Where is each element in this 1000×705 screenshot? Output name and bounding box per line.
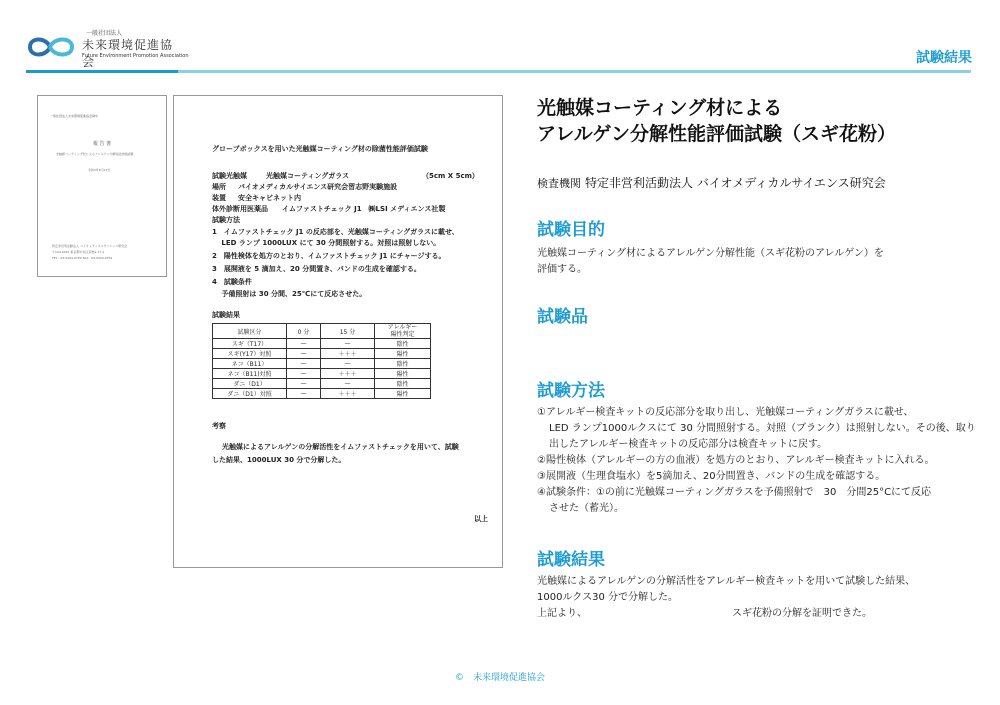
doc-heading: グローブボックスを用いた光触媒コーティング材の除菌性能評価試験 <box>212 145 428 153</box>
sample-heading: 試験品 <box>537 307 588 327</box>
header-divider-accent <box>26 70 178 73</box>
results-table <box>212 323 431 399</box>
logo-name: 未来環境促進協会 <box>82 38 174 69</box>
text-line: 評価する。 <box>537 264 587 275</box>
table-cell: ＋＋＋ <box>321 369 375 379</box>
text-line: ①アレルギー検査キットの反応部分を取り出し、光触媒コーティングガラスに載せ、 <box>537 407 914 418</box>
table-cell: スギ(Y17）対照 <box>213 349 287 359</box>
table-cell: — <box>287 389 321 399</box>
title-line: アレルゲン分解性能評価試験（スギ花粉） <box>537 123 897 145</box>
method-text <box>537 405 976 517</box>
table-cell: 陰性 <box>375 379 431 389</box>
table-cell: — <box>287 379 321 389</box>
doc-step: 3 展開液を 5 滴加え、20 分間置き、バンドの生成を確認する。 <box>212 265 421 273</box>
table-header-cell: 0 分 <box>287 324 321 339</box>
table-row <box>213 339 431 349</box>
doc-row-value: バイオメディカルサイエンス研究会習志野実験施設 <box>238 183 398 191</box>
table-header-cell: アレルギー 陽性判定 <box>375 324 431 339</box>
doc-end-mark: 以上 <box>474 515 488 523</box>
table-header-cell: 試験区分 <box>213 324 287 339</box>
logo-english-name: Future Environment Promotion Association <box>82 53 189 59</box>
table-cell: — <box>287 339 321 349</box>
table-cell: — <box>287 359 321 369</box>
table-cell: 陽性 <box>375 349 431 359</box>
doc-step: 予備照射は 30 分間、25℃にて反応させた。 <box>212 290 367 298</box>
text-line: 光触媒コーティング材によるアレルゲン分解性能（スギ花粉のアレルゲン）を <box>537 248 884 259</box>
text-line: LED ランプ1000ルクスにて 30 分間照射する。対照（ブランク）は照射しない。その後、取り <box>549 423 976 434</box>
doc-row-label: 装置 <box>212 194 226 202</box>
table-cell: ＋＋＋ <box>321 349 375 359</box>
logo-mark-icon <box>26 34 76 60</box>
table-header-row <box>213 324 431 339</box>
doc-method-label: 試験方法 <box>212 216 240 224</box>
page-title <box>537 95 896 147</box>
doc-row-value: イムファストチェック J1 ㈱LSI メディエンス社製 <box>282 205 446 213</box>
text-line: 出したアレルギー検査キットの反応部分は検査キットに戻す。 <box>549 439 828 450</box>
doc-step: LED ランプ 1000LUX にて 30 分間照射する。対照は照射しない。 <box>212 239 441 247</box>
text-line: 光触媒によるアレルゲンの分解活性をアレルギー検査キットを用いて試験した結果、 <box>537 576 916 587</box>
doc-discussion-line: した結果、1000LUX 30 分で分解した。 <box>212 456 346 464</box>
table-cell: — <box>287 369 321 379</box>
doc-step: 4 試験条件 <box>212 278 252 286</box>
testing-organization <box>537 174 886 191</box>
text-line: ②陽性検体（アレルギーの方の血液）を処方のとおり、アレルギー検査キットに入れる。 <box>537 455 935 466</box>
text-line: させた（蓄光）。 <box>549 503 624 514</box>
organization-label: 検査機関 <box>537 177 581 190</box>
text-line: ③展開液（生理食塩水）を5滴加え、20分間置き、バンドの生成を確認する。 <box>537 471 886 482</box>
table-cell: スギ（T17） <box>213 339 287 349</box>
doc-discussion-line: 光触媒によるアレルゲンの分解活性をイムファストチェックを用いて、試験 <box>222 443 459 451</box>
doc-step: 2 陽性検体を処方のとおり、イムファストチェック J1 にチャージする。 <box>212 252 446 260</box>
report-cover-thumbnail <box>37 95 167 277</box>
doc-row-extra: （5cm X 5cm） <box>422 172 479 180</box>
table-cell: ＋＋＋ <box>321 389 375 399</box>
doc-row-label: 試験光触媒 <box>212 172 247 180</box>
table-row <box>213 359 431 369</box>
logo <box>26 26 189 69</box>
footer-copyright: © 未来環境促進協会 <box>454 673 545 683</box>
section-label: 試験結果 <box>916 50 972 66</box>
result-heading: 試験結果 <box>537 550 605 570</box>
doc-row-value: 光触媒コーティングガラス <box>266 172 350 180</box>
thumb-org-line: 一般社団法人未来環境促進協会御中 <box>50 114 99 118</box>
text-line: ④試験条件：①の前に光触媒コーティングガラスを予備照射で 30 分間25°Cにて反応 <box>537 487 932 498</box>
doc-results-label: 試験結果 <box>212 311 240 319</box>
doc-discussion-label: 考察 <box>212 422 226 430</box>
table-cell: ダニ（D1） <box>213 379 287 389</box>
text-line: 上記より、 スギ花粉の分解を証明できた。 <box>537 608 872 619</box>
result-text <box>537 574 915 622</box>
table-row <box>213 389 431 399</box>
table-cell: 陽性 <box>375 369 431 379</box>
table-cell: 陰性 <box>375 339 431 349</box>
table-cell: — <box>321 379 375 389</box>
doc-row-label: 体外診断用医薬品 <box>212 205 268 213</box>
thumb-address: 〒104-0031 東京都中央区京橋1-17-1 <box>52 250 105 254</box>
table-cell: ネコ（B11） <box>213 359 287 369</box>
table-cell: 陰性 <box>375 359 431 369</box>
table-cell: 陽性 <box>375 389 431 399</box>
table-cell: — <box>321 359 375 369</box>
table-cell: — <box>321 339 375 349</box>
thumb-title: 報 告 書 <box>92 141 112 147</box>
table-header-cell: 15 分 <box>321 324 375 339</box>
purpose-heading: 試験目的 <box>537 220 605 240</box>
logo-sub: 一般社団法人 <box>86 30 123 37</box>
thumb-date: 令和2年6月17日 <box>88 168 111 172</box>
organization-value: 特定非営利活動法人 バイオメディカルサイエンス研究会 <box>585 176 886 190</box>
thumb-tel: TEL：03-5224-0700 FAX：03-5224-0701 <box>52 256 113 260</box>
thumb-issuer: 特定非営利活動法人 バイオメディカルサイエンス研究会 <box>52 244 128 248</box>
table-cell: — <box>287 349 321 359</box>
title-line: 光触媒コーティング材による <box>537 97 783 119</box>
thumb-subtitle: 光触媒コーティング材によるアレルゲン分解性能評価試験 <box>56 152 134 156</box>
doc-row-value: 安全キャビネット内 <box>238 194 301 202</box>
report-page-scan <box>173 95 503 568</box>
purpose-text <box>537 246 884 278</box>
table-cell: ダニ（D1）対照 <box>213 389 287 399</box>
text-line: 1000ルクス30 分で分解した。 <box>537 592 679 603</box>
doc-row-label: 場所 <box>212 183 226 191</box>
doc-step: 1 イムファストチェック J1 の反応部を、光触媒コーティングガラスに載せ、 <box>212 228 459 236</box>
table-cell: ネコ（B11)対照 <box>213 369 287 379</box>
table-row <box>213 379 431 389</box>
method-heading: 試験方法 <box>537 381 605 401</box>
table-row <box>213 349 431 359</box>
table-row <box>213 369 431 379</box>
